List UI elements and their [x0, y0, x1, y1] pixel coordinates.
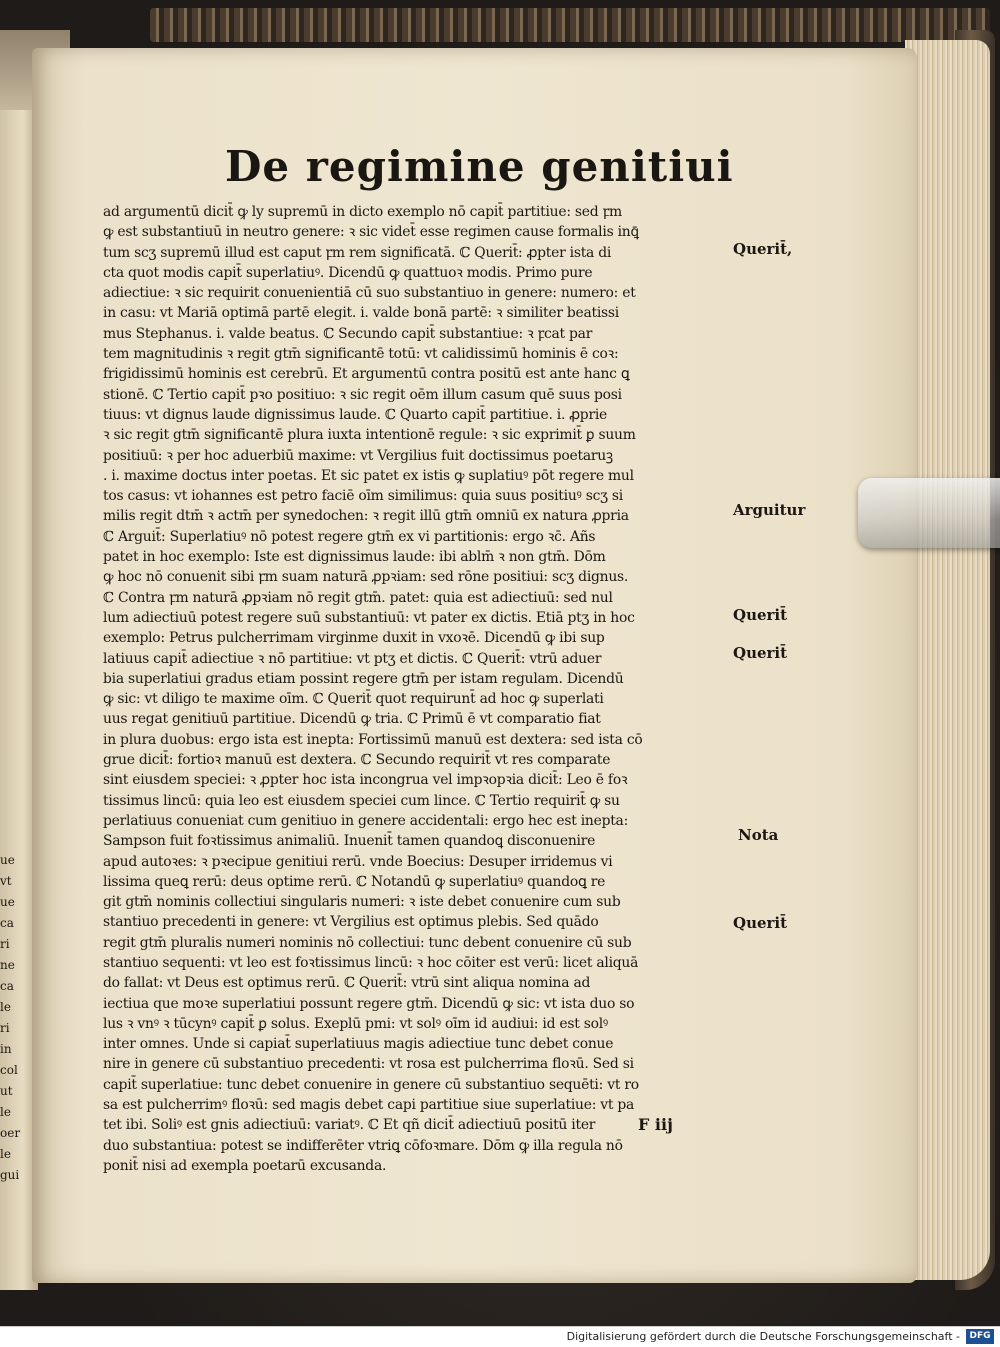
previous-page-fragment: ca	[0, 916, 14, 930]
text-line: ꝛ sic regit gtm̄ significantē plura iuxta intentionē regule: ꝛ sic exprimit̄ ꝑ suum	[103, 427, 636, 444]
text-line: cta quot modis capit̄ superlatiuꝰ. Dicendū ꝙ quattuoꝛ modis. Primo pure	[103, 264, 593, 281]
margin-note-arguitur: Arguitur	[733, 501, 806, 519]
previous-page-fragment: ne	[0, 958, 15, 972]
text-line: perlatiuus conueniat cum genitiuo in genere accidentali: ergo hec est inepta:	[103, 812, 629, 829]
text-line: regit gtm̄ pluralis numeri nominis nō collectiui: tunc debent conuenire cū sub	[103, 934, 632, 951]
text-line: ℂ Arguit̄: Superlatiuꝰ nō potest regere gtm̄ ex vi partitionis: ergo ꝛc̄. Añs	[103, 528, 596, 545]
footer-bar	[0, 1326, 1000, 1347]
text-line: ad argumentū dicit̄ ꝙ ly supremū in dicto exemplo nō capit̄ partitiue: sed ꝼm	[103, 204, 622, 220]
text-line: do fallat: vt Deus est optimus rerū. ℂ Querit̄: vtrū sint aliqua nomina ad	[103, 975, 591, 992]
previous-page-fragment: le	[0, 1105, 11, 1119]
text-line: grue dicit̄: fortioꝛ manuū est dextera. ℂ Secundo requirit̄ vt res comparate	[103, 752, 611, 769]
previous-page-fragment: in	[0, 1042, 12, 1056]
text-line: tiuus: vt dignus laude dignissimus laude. ℂ Quarto capit̄ partitiue. i. ꝓprie	[103, 406, 608, 423]
margin-note-nota: Nota	[738, 826, 779, 844]
text-line: frigidissimū hominis est cerebrū. Et argumentū contra positū est ante hanc ꝗ	[103, 366, 630, 383]
text-line: ꝙ sic: vt diligo te maxime oīm. ℂ Querit̄ quot requirunt̄ ad hoc ꝙ superlati	[103, 691, 604, 708]
book-top-edge	[150, 8, 990, 42]
previous-page-fragment: ue	[0, 895, 15, 909]
text-line: stantiuo sequenti: vt leo est foꝛtissimus lincū: ꝛ hoc cōiter est verū: licet aliquā	[103, 954, 639, 971]
text-line: iectiua que moꝛe superlatiui possunt regere gtm̄. Dicendū ꝙ sic: vt ista duo so	[103, 995, 635, 1012]
previous-page-fragment: le	[0, 1147, 11, 1161]
text-line: git gtm̄ nominis collectiui singularis numeri: ꝛ iste debet conuenire cum sub	[103, 894, 621, 911]
text-line: in casu: vt Mariā optimā partē elegit. i. valde bonā partē: ꝛ similiter beatissi	[103, 305, 620, 322]
text-line: positiuū: ꝛ per hoc aduerbiū maxime: vt Vergilius fuit doctissimus poetaruꝫ	[103, 447, 613, 464]
previous-page-fragment: ca	[0, 979, 14, 993]
text-line: sint eiusdem speciei: ꝛ ꝓpter hoc ista incongrua vel impꝛopꝛia dicit̄: Leo ē foꝛ	[103, 772, 628, 789]
body-text	[103, 202, 743, 1176]
text-line: ꝙ est substantiuū in neutro genere: ꝛ sic videt̄ esse regimen cause formalis inꝗ̄	[103, 224, 639, 241]
footer-credit: Digitalisierung gefördert durch die Deutsche Forschungsgemeinschaft -	[566, 1330, 960, 1343]
text-line: capit̄ superlatiue: tunc debet conuenire in genere cū substantiuo sequēti: vt ro	[103, 1076, 639, 1093]
text-line: patet in hoc exemplo: Iste est dignissimus laude: ibi ablm̄ ꝛ non gtm̄. Dōm	[103, 549, 606, 566]
previous-page-fragment: col	[0, 1063, 18, 1077]
previous-page-fragment: oer	[0, 1126, 21, 1140]
page-heading: De regimine genitiui	[225, 142, 734, 191]
text-line: tem magnitudinis ꝛ regit gtm̄ significantē totū: vt calidissimū hominis ē coꝛ:	[103, 346, 619, 363]
text-line: bia superlatiui gradus etiam possint regere gtm̄ per istam regulam. Dicendū	[103, 670, 624, 687]
text-line: ponit̄ nisi ad exempla poetarū excusanda.	[103, 1157, 387, 1174]
previous-page-fragment: vt	[0, 874, 12, 888]
text-line: tos casus: vt iohannes est petro faciē oīm similimus: quia suus positiuꝰ scʒ si	[103, 488, 623, 505]
dfg-logo: DFG	[966, 1329, 994, 1344]
text-line: . i. maxime doctus inter poetas. Et sic patet ex istis ꝙ suplatiuꝰ pōt regere mul	[103, 467, 634, 484]
text-line: adiectiue: ꝛ sic requirit conuenientiā cū suo substantiuo in genere: numero: et	[103, 285, 636, 302]
text-line: uus regat genitiuū partitiue. Dicendū ꝙ tria. ℂ Primū ē vt comparatio fiat	[103, 711, 601, 728]
text-line: stionē. ℂ Tertio capit̄ pꝛo positiuo: ꝛ sic regit oēm illum casum quē suus posi	[103, 386, 622, 403]
text-line: milis regit dtm̄ ꝛ actm̄ per synedochen: ꝛ regit illū gtm̄ omniū ex natura ꝓpria	[103, 508, 629, 525]
text-line: stantiuo precedenti in genere: vt Vergilius est optimus plebis. Sed quādo	[103, 914, 599, 931]
margin-note-querit-3: Querit̄	[733, 644, 788, 662]
previous-page-fragment: ue	[0, 853, 15, 867]
text-line: latiuus capit̄ adiectiue ꝛ nō partitiue: vt ptʒ et dictis. ℂ Querit̄: vtrū aduer	[103, 650, 602, 667]
text-line: mus Stephanus. i. valde beatus. ℂ Secundo capit̄ substantiue: ꝛ ꝼcat par	[103, 325, 593, 342]
text-line: apud autoꝛes: ꝛ pꝛecipue genitiui rerū. vnde Boecius: Desuper irridemus vi	[103, 853, 613, 870]
margin-note-querit-4: Querit̄	[733, 914, 788, 932]
text-line: nire in genere cū substantiuo precedenti: vt rosa est pulcherrima floꝛū. Sed si	[103, 1056, 634, 1073]
margin-note-querit-2: Querit̄	[733, 606, 788, 624]
signature-mark: F iij	[638, 1115, 673, 1134]
text-line: sa est pulcherrimꝰ floꝛū: sed magis debet capi partitiue siue superlatiue: vt pa	[103, 1097, 635, 1114]
text-line: in plura duobus: ergo ista est inepta: Fortissimū manuū est dextera: sed ista cō	[103, 731, 643, 748]
text-line: lus ꝛ vnꝰ ꝛ tūcynꝰ capit̄ ꝑ solus. Exeplū pmi: vt solꝰ oīm id audiui: id est solꝰ	[103, 1015, 608, 1032]
text-line: tum scʒ supremū illud est caput ꝼm rem significatā. ℂ Querit̄: ꝓpter ista di	[103, 244, 612, 261]
text-line: duo substantiua: potest se indifferēter vtriꝗ cōfoꝛmare. Dōm ꝙ illa regula nō	[103, 1137, 623, 1154]
previous-page-fragment: le	[0, 1000, 11, 1014]
page-stack-edge	[905, 40, 990, 1280]
glass-page-weight	[858, 478, 1000, 548]
text-line: ꝙ hoc nō conuenit sibi ꝼm suam naturā ꝓpꝛiam: sed rōne positiui: scʒ dignus.	[103, 569, 629, 586]
text-line: lum adiectiuū potest regere suū substantiuū: vt pater ex dictis. Etiā ptʒ in hoc	[103, 609, 635, 626]
previous-page-fragment: ri	[0, 1021, 10, 1035]
text-line: tet ibi. Soliꝰ est gnis adiectiuū: variatꝰ. ℂ Et qñ dicit̄ adiectiuū positū iter	[103, 1117, 596, 1134]
text-line: lissima queꝗ rerū: deus optime rerū. ℂ Notandū ꝙ superlatiuꝰ quandoꝗ re	[103, 873, 606, 890]
text-line: inter omnes. Unde si capiat̄ superlatiuus magis adiectiue tunc debet conue	[103, 1036, 614, 1053]
previous-page-fragment: ri	[0, 937, 10, 951]
previous-page-fragment: gui	[0, 1168, 20, 1182]
previous-page-fragment: ut	[0, 1084, 13, 1098]
text-line: Sampson fuit foꝛtissimus animaliū. Inuenit̄ tamen quandoꝗ disconuenire	[103, 833, 596, 850]
text-line: ℂ Contra ꝼm naturā ꝓpꝛiam nō regit gtm̄. patet: quia est adiectiuū: sed nul	[103, 589, 613, 606]
text-line: tissimus lincū: quia leo est eiusdem speciei cum lince. ℂ Tertio requirit̄ ꝙ su	[103, 792, 620, 809]
text-line: exemplo: Petrus pulcherrimam virginme duxit in vxoꝛē. Dicendū ꝙ ibi sup	[103, 630, 605, 647]
previous-page-fragments	[0, 850, 30, 1186]
margin-note-querit-1: Querit̄,	[733, 240, 793, 258]
